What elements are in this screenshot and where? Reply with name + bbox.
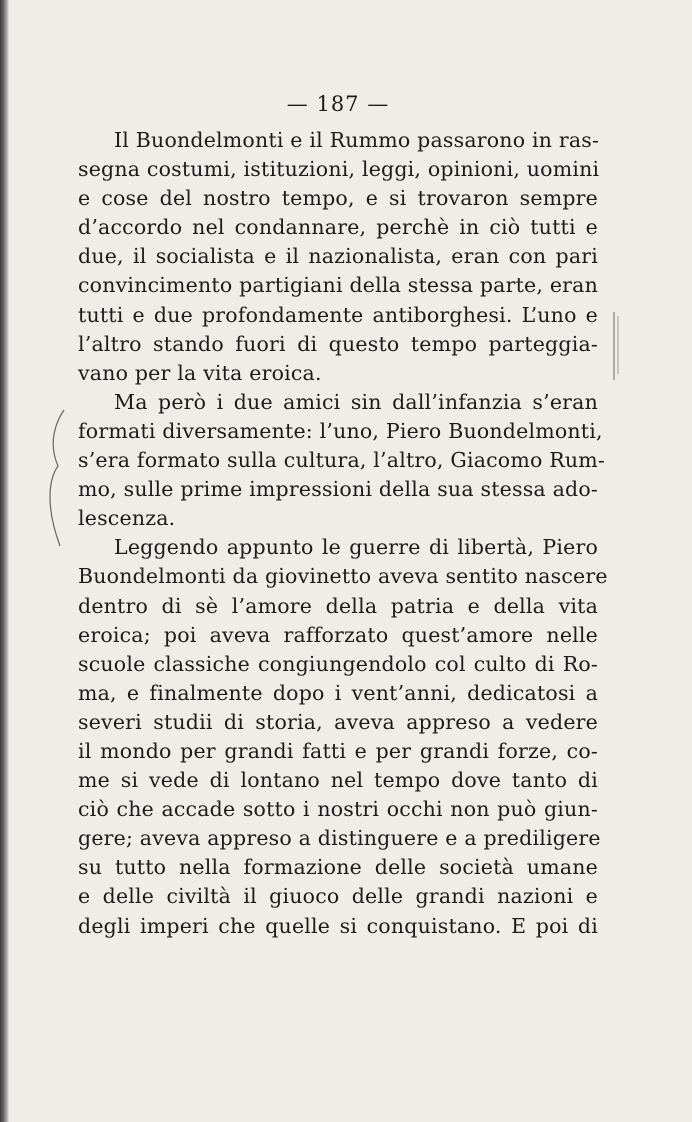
page-number: — 187 — <box>286 92 390 116</box>
margin-bracket-mark <box>44 408 66 548</box>
paragraph-1 <box>78 126 598 388</box>
text-line: gere; aveva appreso a distinguere e a prediligere <box>78 826 601 851</box>
page-binding-edge <box>0 0 9 1122</box>
book-page <box>78 84 608 941</box>
paragraph-2 <box>78 388 606 533</box>
text-line: mo, sulle prime impressioni della sua stessa ado- <box>78 477 598 502</box>
text-line: Il Buondelmonti e il Rummo passarono in ras- <box>114 128 600 152</box>
text-line: degli imperi che quelle si conquistano. E poi di <box>78 913 598 938</box>
text-line: lescenza. <box>78 506 176 531</box>
text-line: su tutto nella formazione delle società umane <box>78 855 598 880</box>
text-line: scuole classiche congiungendolo col culto di Ro- <box>78 651 598 676</box>
margin-line-mark <box>610 312 622 382</box>
text-line: e delle civiltà il giuoco delle grandi nazioni e <box>78 884 598 909</box>
text-line: l’altro stando fuori di questo tempo parteggia- <box>78 331 598 356</box>
paragraph-3 <box>78 533 608 940</box>
text-line: severi studii di storia, aveva appreso a vedere <box>78 709 598 734</box>
text-line: formati diversamente: l’uno, Piero Buondelmonti, <box>78 418 603 443</box>
text-line: segna costumi, istituzioni, leggi, opinioni, uomini <box>78 157 600 182</box>
text-line: vano per la vita eroica. <box>78 360 322 385</box>
text-line: e cose del nostro tempo, e si trovaron sempre <box>78 186 598 211</box>
text-line: il mondo per grandi fatti e per grandi forze, co- <box>78 738 598 763</box>
text-line: dentro di sè l’amore della patria e della vita <box>78 593 598 618</box>
text-line: Buondelmonti da giovinetto aveva sentito nascere <box>78 564 608 589</box>
text-line: tutti e due profondamente antiborghesi. L’uno e <box>78 302 598 327</box>
text-line: eroica; poi aveva rafforzato quest’amore nelle <box>78 622 598 647</box>
text-line: me si vede di lontano nel tempo dove tanto di <box>78 768 598 793</box>
text-line: convincimento partigiani della stessa parte, eran <box>78 273 598 298</box>
text-line: Leggendo appunto le guerre di libertà, Piero <box>114 535 598 560</box>
text-line: ma, e finalmente dopo i vent’anni, dedicatosi a <box>78 680 598 705</box>
text-line: d’accordo nel condannare, perchè in ciò tutti e <box>78 215 598 240</box>
text-line: due, il socialista e il nazionalista, eran con pari <box>78 244 598 269</box>
text-line: Ma però i due amici sin dall’infanzia s’eran <box>114 389 598 414</box>
text-line: s’era formato sulla cultura, l’altro, Giacomo Rum- <box>78 448 606 473</box>
text-line: ciò che accade sotto i nostri occhi non può giun- <box>78 797 598 822</box>
